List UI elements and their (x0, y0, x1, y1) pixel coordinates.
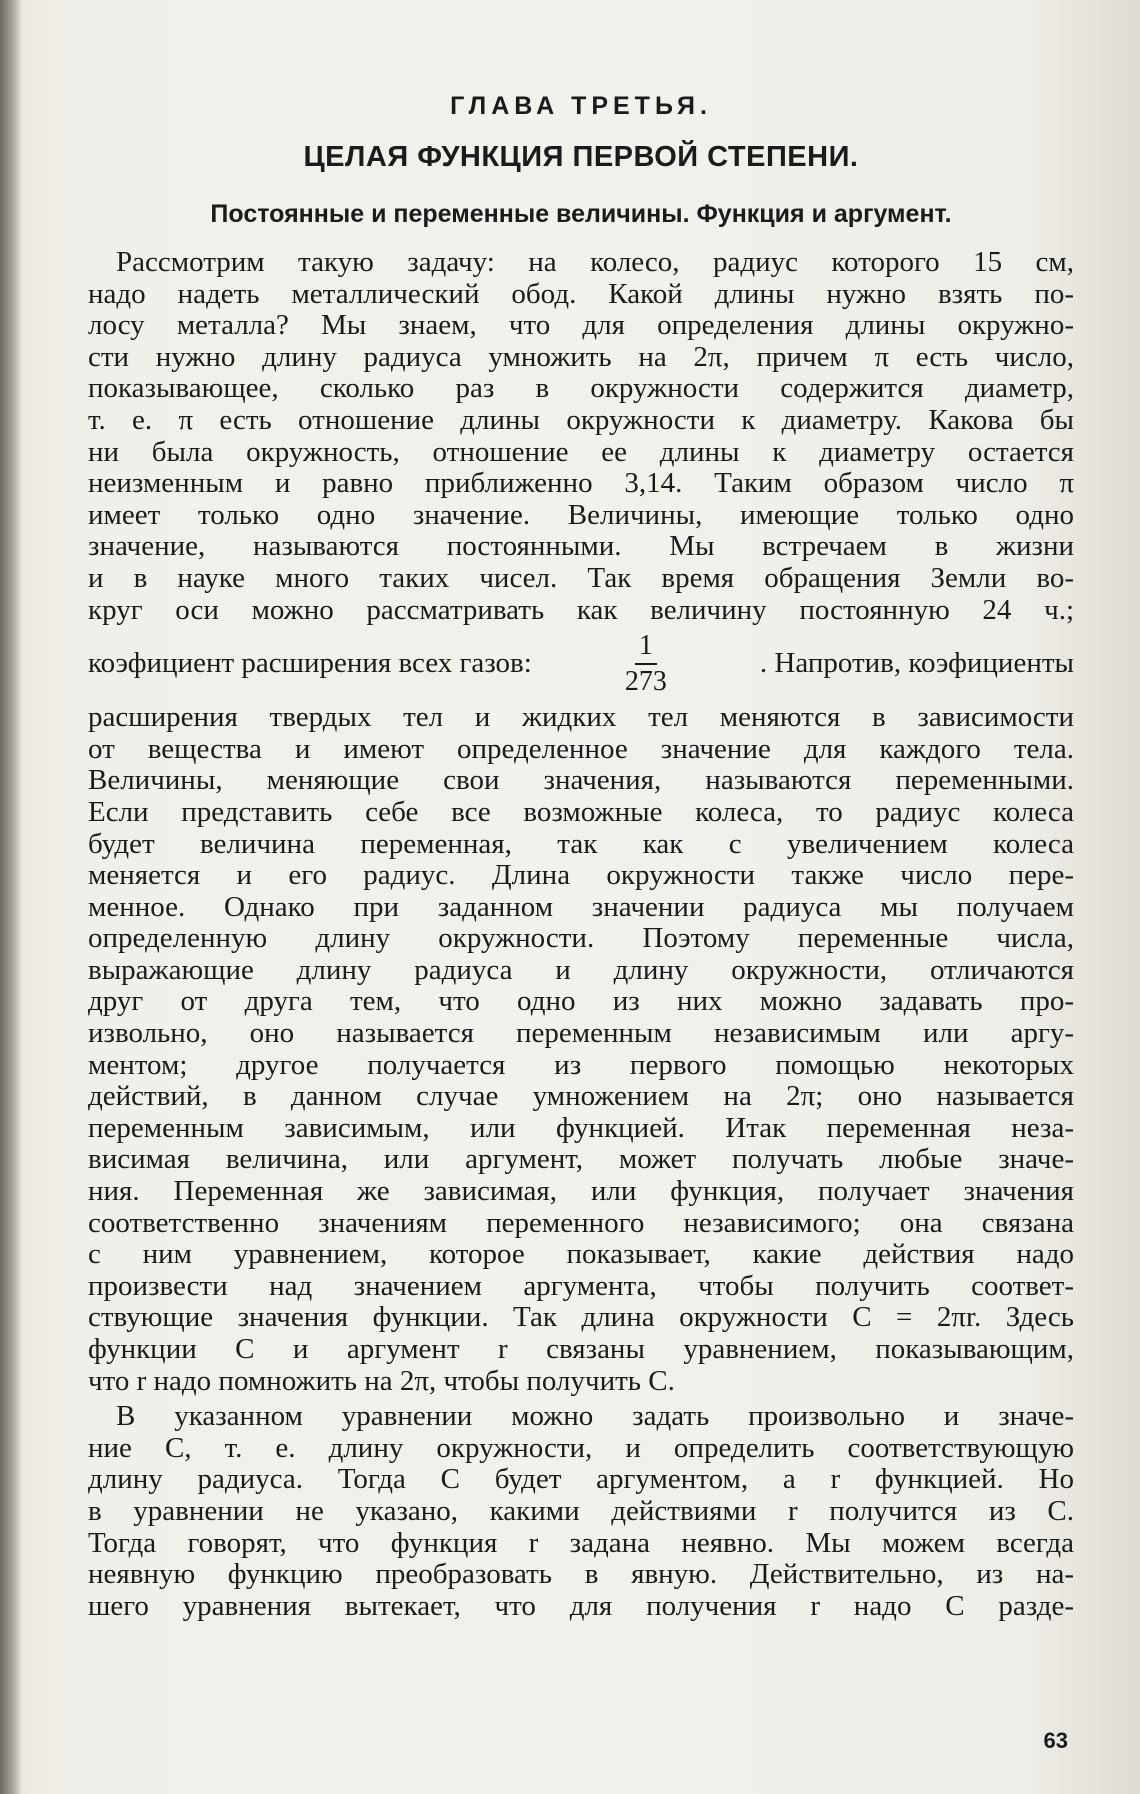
text-line: ние C, т. е. длину окружности, и определить соответствующую (88, 1432, 1074, 1464)
text-line: имеет только одно значение. Величины, имеющие только одно (88, 499, 1074, 531)
text-line: висимая величина, или аргумент, может получать любые значе- (88, 1144, 1074, 1176)
text-line: выражающие длину радиуса и длину окружности, отличаются (88, 954, 1074, 986)
text-line: действий, в данном случае умножением на 2π; оно называется (88, 1081, 1074, 1113)
text-line: неявную функцию преобразовать в явную. Действительно, из на- (88, 1559, 1074, 1591)
text-line: функции C и аргумент r связаны уравнением, показывающим, (88, 1334, 1074, 1365)
paragraph-2 (88, 1401, 1074, 1622)
text-line: извольно, оно называется переменным независимым или аргу- (88, 1018, 1074, 1050)
text-line: ствующие значения функции. Так длина окружности C = 2πr. Здесь (88, 1302, 1074, 1334)
text-line: ни была окружность, отношение ее длины к диаметру остается (88, 436, 1074, 468)
fraction-line-before: коэфициент расширения всех газов: (88, 647, 532, 680)
text-line: в уравнении не указано, какими действиями r получится из C. (88, 1495, 1074, 1527)
paragraph-1 (88, 247, 1074, 1397)
page-gutter-shadow (0, 0, 22, 1794)
text-line: будет величина переменная, так как с увеличением колеса (88, 828, 1074, 860)
text-line: ментом; другое получается из первого помощью некоторых (88, 1049, 1074, 1081)
text-line: Рассмотрим такую задачу: на колесо, радиус которого 15 см, (116, 247, 1074, 278)
fraction-denominator: 273 (624, 666, 667, 698)
text-line: с ним уравнением, которое показывает, какие действия надо (88, 1239, 1074, 1271)
text-line: и в науке много таких чисел. Так время обращения Земли во- (88, 562, 1074, 594)
text-line: менное. Однако при заданном значении радиуса мы получаем (88, 891, 1074, 923)
text-line: переменным зависимым, или функцией. Итак переменная неза- (88, 1112, 1074, 1144)
text-line: неизменным и равно приближенно 3,14. Таким образом число π (88, 468, 1074, 500)
text-line: что r надо помножить на 2π, чтобы получить C. (88, 1365, 675, 1397)
text-line: значение, называются постоянными. Мы встречаем в жизни (88, 531, 1074, 563)
text-line: круг оси можно рассматривать как величину постоянную 24 ч.; (88, 594, 1074, 626)
text-line: определенную длину окружности. Поэтому переменные числа, (88, 923, 1074, 955)
text-line: Если представить себе все возможные колеса, то радиус колеса (88, 796, 1074, 828)
text-line: шего уравнения вытекает, что для получения r надо C разде- (88, 1590, 1074, 1622)
text-block (88, 92, 1074, 1622)
chapter-title: ЦЕЛАЯ ФУНКЦИЯ ПЕРВОЙ СТЕПЕНИ. (303, 141, 859, 173)
text-line: лосу металла? Мы знаем, что для определения длины окружно- (88, 310, 1074, 342)
text-line: Тогда говорят, что функция r задана неявно. Мы можем всегда (88, 1527, 1074, 1559)
text-line: расширения твердых тел и жидких тел меняются в зависимости (88, 702, 1074, 734)
page-number: 63 (1043, 1728, 1068, 1753)
text-line: произвести над значением аргумента, чтобы получить соответ- (88, 1270, 1074, 1302)
section-title: Постоянные и переменные величины. Функция и аргумент. (210, 200, 952, 228)
text-line: ния. Переменная же зависимая, или функция, получает значения (88, 1176, 1074, 1208)
text-line: показывающее, сколько раз в окружности содержится диаметр, (88, 373, 1074, 405)
text-line: т. е. π есть отношение длины окружности к диаметру. Какова бы (88, 404, 1074, 436)
text-line: от вещества и имеют определенное значение для каждого тела. (88, 733, 1074, 765)
text-line: надо надеть металлический обод. Какой длины нужно взять по- (88, 278, 1074, 310)
text-line: В указанном уравнении можно задать произвольно и значе- (116, 1401, 1074, 1433)
text-line: сти нужно длину радиуса умножить на 2π, причем π есть число, (88, 341, 1074, 373)
text-line: длину радиуса. Тогда C будет аргументом, а r функцией. Но (88, 1464, 1074, 1496)
text-line: друг от друга тем, что одно из них можно задавать про- (88, 986, 1074, 1018)
chapter-label: ГЛАВА ТРЕТЬЯ. (450, 92, 712, 120)
text-line: меняется и его радиус. Длина окружности также число пере- (88, 860, 1074, 892)
text-line: Величины, меняющие свои значения, называются переменными. (88, 765, 1074, 797)
fraction-numerator: 1 (635, 632, 657, 665)
text-line: соответственно значениям переменного независимого; она связана (88, 1207, 1074, 1239)
fraction-line (88, 626, 1074, 702)
fraction (621, 632, 671, 696)
fraction-line-after: . Напротив, коэфициенты (759, 647, 1074, 680)
